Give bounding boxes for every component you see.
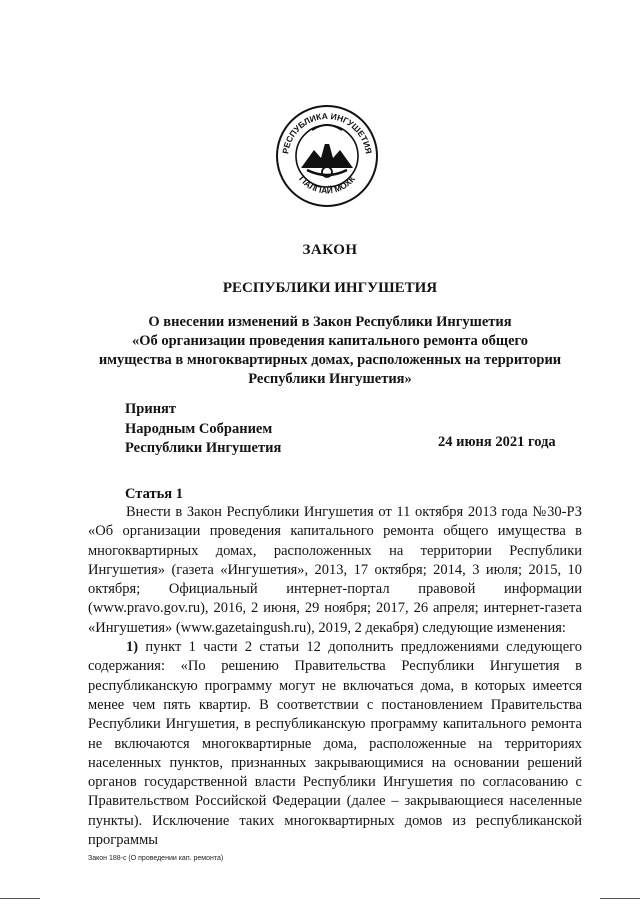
adoption-block [125,400,281,459]
item-number: 1) [126,639,139,656]
law-title-line: «Об организации проведения капитального ремонта общего [131,333,529,349]
adoption-line: Принят [125,401,177,417]
republic-heading: РЕСПУБЛИКИ ИНГУШЕТИЯ [222,280,438,296]
law-title [95,313,565,389]
law-title-line: имущества в многоквартирных домах, расположенных на территории [98,352,562,368]
footer-note: Закон 188-с (О проведении кап. ремонта) [88,855,224,862]
coat-of-arms-emblem [272,100,382,210]
scan-edge-mark [600,898,640,899]
adoption-line: Народным Собранием [125,420,273,437]
article-body [88,503,582,850]
emblem-bottom-text: ГIАЛГIАЙ МОХК [297,173,357,196]
article-title: Статья 1 [125,486,183,502]
emblem-top-text: РЕСПУБЛИКА ИНГУШЕТИЯ [280,110,374,155]
article-intro-paragraph: Внести в Закон Республики Ингушетия от 11 октября 2013 года №30-РЗ «Об организации проведения капитального ремонта общего имущества в многоквартирных домах, расположенных на территории Республики Ингушетия» (газета «Ингушетия», 2013, 17 октября; 2014, 3 июля; 2015, 10 октября; Официальный интернет-портал правовой информации (www.pravo.gov.ru), 2016, 2 июня, 29 ноября; 2017, 26 апреля; интернет-газета «Ингушетия» (www.gazetaingush.ru), 2019, 2 декабря) следующие изменения: [88,504,582,636]
law-title-line: О внесении изменений в Закон Республики Ингушетия [148,314,512,330]
document-type-heading: ЗАКОН [302,242,358,258]
adoption-date: 24 июня 2021 года [438,434,556,450]
item-text: пункт 1 части 2 статьи 12 дополнить предложениями следующего содержания: «По решению Правительства Республики Ингушетия в республиканскую программу могут не включаться дома, в которых имеется менее чем пять квартир. В соответствии с постановлением Правительства Республики Ингушетия, в республиканскую программу капитального ремонта не включаются многоквартирные дома, расположенные на территориях населенных пунктов, признанных закрывающимися на основании решений органов государственной власти Республики Ингушетия по согласованию с Правительством Российской Федерации (далее – закрывающиеся населенные пункты). Исключение таких многоквартирных домов из республиканской программы [88,639,582,849]
scan-edge-mark [0,898,40,899]
article-item-paragraph [88,638,582,850]
adoption-line: Республики Ингушетия [125,440,282,456]
law-title-line: Республики Ингушетия» [248,371,412,387]
